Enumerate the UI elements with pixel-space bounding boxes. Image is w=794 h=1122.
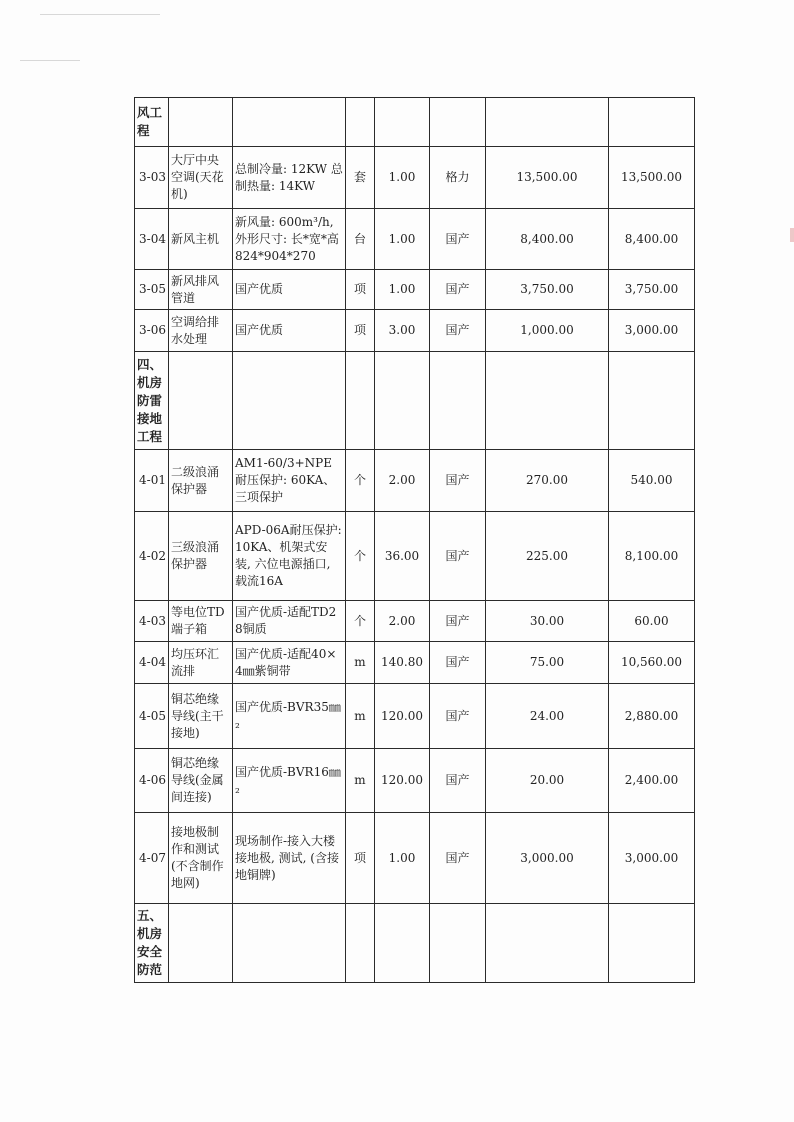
row-code: 4-01 [135, 450, 169, 512]
item-brand: 国产 [430, 813, 486, 904]
item-name [169, 904, 233, 983]
row-code: 4-07 [135, 813, 169, 904]
item-name [169, 98, 233, 147]
item-name: 空调给排水处理 [169, 310, 233, 352]
item-brand: 国产 [430, 209, 486, 270]
item-unit-price: 20.00 [486, 749, 609, 813]
section-row [135, 904, 695, 983]
item-name: 新风排风管道 [169, 270, 233, 310]
item-brand: 国产 [430, 270, 486, 310]
scan-artifact [790, 228, 794, 242]
item-total: 8,400.00 [609, 209, 695, 270]
item-brand [430, 352, 486, 450]
item-name: 铜芯绝缘导线(主干接地) [169, 684, 233, 749]
item-brand: 国产 [430, 601, 486, 642]
table-row [135, 512, 695, 601]
item-brand [430, 904, 486, 983]
item-total: 3,000.00 [609, 813, 695, 904]
item-total: 540.00 [609, 450, 695, 512]
item-spec: 总制冷量: 12KW 总制热量: 14KW [233, 147, 346, 209]
table-row [135, 270, 695, 310]
item-unit-price: 3,000.00 [486, 813, 609, 904]
quotation-table [134, 97, 695, 983]
item-spec: APD-06A耐压保护: 10KA、机架式安装, 六位电源插口, 载流16A [233, 512, 346, 601]
table-row [135, 749, 695, 813]
item-name: 接地极制作和测试(不含制作地网) [169, 813, 233, 904]
item-brand [430, 98, 486, 147]
item-total: 2,400.00 [609, 749, 695, 813]
item-quantity: 1.00 [375, 270, 430, 310]
item-brand: 国产 [430, 684, 486, 749]
item-total [609, 904, 695, 983]
item-spec: 国产优质-适配TD28铜质 [233, 601, 346, 642]
table-row [135, 642, 695, 684]
item-unit [346, 904, 375, 983]
row-code: 4-04 [135, 642, 169, 684]
section-row [135, 98, 695, 147]
item-spec: 国产优质-适配40×4㎜紫铜带 [233, 642, 346, 684]
scan-artifact [40, 14, 160, 15]
item-quantity [375, 352, 430, 450]
item-unit: 套 [346, 147, 375, 209]
item-name: 铜芯绝缘导线(金属间连接) [169, 749, 233, 813]
item-spec: 新风量: 600m³/h, 外形尺寸: 长*宽*高 824*904*270 [233, 209, 346, 270]
item-total: 8,100.00 [609, 512, 695, 601]
item-total: 3,750.00 [609, 270, 695, 310]
item-quantity: 2.00 [375, 450, 430, 512]
item-unit-price [486, 98, 609, 147]
item-name: 二级浪涌保护器 [169, 450, 233, 512]
item-unit: 项 [346, 310, 375, 352]
item-spec: 国产优质 [233, 270, 346, 310]
item-brand: 国产 [430, 310, 486, 352]
item-spec: 国产优质-BVR35㎜₂ [233, 684, 346, 749]
item-quantity: 2.00 [375, 601, 430, 642]
table-row [135, 147, 695, 209]
item-spec: 现场制作-接入大楼接地极, 测试, (含接地铜牌) [233, 813, 346, 904]
item-unit-price: 75.00 [486, 642, 609, 684]
item-unit: m [346, 684, 375, 749]
table-row [135, 209, 695, 270]
section-title: 风工程 [135, 98, 169, 147]
item-unit: 项 [346, 270, 375, 310]
item-brand: 国产 [430, 512, 486, 601]
item-total [609, 352, 695, 450]
table-row [135, 310, 695, 352]
item-unit-price [486, 904, 609, 983]
table-row [135, 601, 695, 642]
row-code: 3-05 [135, 270, 169, 310]
item-quantity: 1.00 [375, 813, 430, 904]
table-row [135, 450, 695, 512]
item-quantity: 3.00 [375, 310, 430, 352]
item-spec [233, 352, 346, 450]
item-unit-price: 30.00 [486, 601, 609, 642]
row-code: 4-05 [135, 684, 169, 749]
item-quantity [375, 904, 430, 983]
item-quantity: 1.00 [375, 209, 430, 270]
item-unit: 个 [346, 601, 375, 642]
item-spec [233, 98, 346, 147]
row-code: 4-06 [135, 749, 169, 813]
item-name: 等电位TD端子箱 [169, 601, 233, 642]
item-unit-price: 225.00 [486, 512, 609, 601]
item-quantity: 120.00 [375, 684, 430, 749]
item-quantity: 120.00 [375, 749, 430, 813]
item-unit: 项 [346, 813, 375, 904]
item-total: 2,880.00 [609, 684, 695, 749]
table-row [135, 813, 695, 904]
item-unit-price: 13,500.00 [486, 147, 609, 209]
item-unit-price: 8,400.00 [486, 209, 609, 270]
table-row [135, 684, 695, 749]
item-unit-price: 24.00 [486, 684, 609, 749]
item-name: 均压环汇流排 [169, 642, 233, 684]
item-spec [233, 904, 346, 983]
item-unit: 个 [346, 512, 375, 601]
item-spec: 国产优质 [233, 310, 346, 352]
section-row [135, 352, 695, 450]
item-unit-price: 270.00 [486, 450, 609, 512]
item-brand: 格力 [430, 147, 486, 209]
item-unit [346, 352, 375, 450]
row-code: 4-03 [135, 601, 169, 642]
item-total: 13,500.00 [609, 147, 695, 209]
item-unit: m [346, 749, 375, 813]
item-name: 大厅中央空调(天花机) [169, 147, 233, 209]
item-quantity [375, 98, 430, 147]
item-unit-price [486, 352, 609, 450]
item-name: 新风主机 [169, 209, 233, 270]
table-body [135, 98, 695, 983]
item-quantity: 140.80 [375, 642, 430, 684]
row-code: 3-04 [135, 209, 169, 270]
item-quantity: 36.00 [375, 512, 430, 601]
item-unit: 个 [346, 450, 375, 512]
item-total [609, 98, 695, 147]
item-spec: 国产优质-BVR16㎜₂ [233, 749, 346, 813]
item-spec: AM1-60/3+NPE耐压保护: 60KA、三项保护 [233, 450, 346, 512]
item-total: 60.00 [609, 601, 695, 642]
item-name: 三级浪涌保护器 [169, 512, 233, 601]
item-total: 10,560.00 [609, 642, 695, 684]
item-quantity: 1.00 [375, 147, 430, 209]
item-unit: 台 [346, 209, 375, 270]
item-unit-price: 3,750.00 [486, 270, 609, 310]
item-brand: 国产 [430, 749, 486, 813]
row-code: 3-06 [135, 310, 169, 352]
row-code: 3-03 [135, 147, 169, 209]
item-brand: 国产 [430, 450, 486, 512]
item-unit-price: 1,000.00 [486, 310, 609, 352]
item-brand: 国产 [430, 642, 486, 684]
section-title: 五、机房安全防范 [135, 904, 169, 983]
item-unit [346, 98, 375, 147]
item-total: 3,000.00 [609, 310, 695, 352]
item-name [169, 352, 233, 450]
section-title: 四、机房防雷接地工程 [135, 352, 169, 450]
item-unit: m [346, 642, 375, 684]
row-code: 4-02 [135, 512, 169, 601]
scan-artifact [20, 60, 80, 61]
